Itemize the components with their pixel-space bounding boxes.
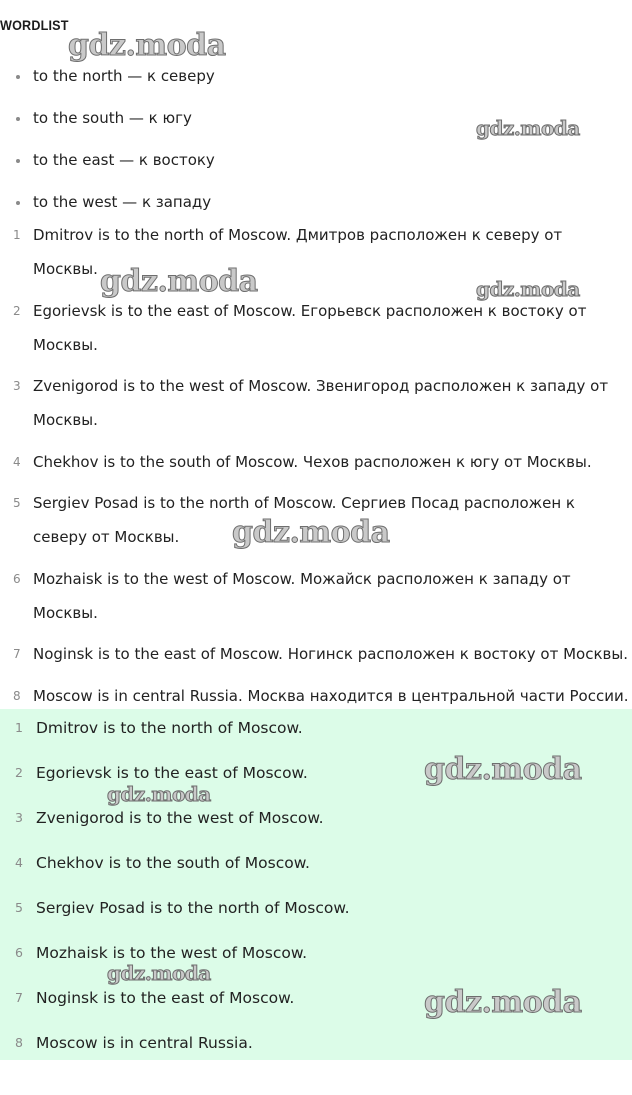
- example-text: Chekhov is to the south of Moscow. Чехов расположен к югу от Москвы.: [33, 452, 592, 471]
- watermark: gdz.moda: [476, 277, 580, 301]
- item-number: 6: [15, 945, 23, 960]
- bullet-icon: [16, 201, 20, 205]
- answer-text: Dmitrov is to the north of Moscow.: [36, 719, 303, 737]
- example-item: [0, 637, 632, 671]
- item-number: 7: [15, 990, 23, 1005]
- item-number: 4: [15, 855, 23, 870]
- answer-text: Egorievsk is to the east of Moscow.: [36, 764, 308, 782]
- answer-item: [0, 709, 632, 754]
- example-text: Dmitrov is to the north of Moscow. Дмитров расположен к северу от Москвы.: [33, 226, 563, 278]
- item-number: 8: [13, 688, 21, 703]
- example-item: [0, 218, 632, 286]
- answer-text: Sergiev Posad is to the north of Moscow.: [36, 899, 350, 917]
- watermark: gdz.moda: [232, 515, 390, 550]
- item-number: 6: [13, 571, 21, 586]
- item-number: 2: [13, 303, 21, 318]
- item-number: 3: [13, 379, 21, 393]
- wordlist-item-text: to the north — к северу: [33, 67, 215, 85]
- bullet-icon: [16, 159, 20, 163]
- answer-item: [0, 889, 632, 934]
- answer-text: Noginsk is to the east of Moscow.: [36, 989, 295, 1007]
- answer-item: [0, 799, 632, 844]
- example-item: [0, 369, 632, 437]
- example-item: [0, 679, 632, 713]
- item-number: 8: [15, 1035, 23, 1050]
- answer-text: Chekhov is to the south of Moscow.: [36, 854, 310, 872]
- item-number: 5: [13, 496, 21, 510]
- wordlist-item: [0, 60, 632, 102]
- bullet-icon: [16, 75, 20, 79]
- example-item: [0, 294, 632, 362]
- wordlist-heading: WORDLIST: [0, 17, 69, 33]
- example-text: Mozhaisk is to the west of Moscow. Можайск расположен к западу от Москвы.: [33, 569, 571, 622]
- answer-item: [0, 934, 632, 979]
- item-number: 4: [13, 454, 21, 469]
- answer-text: Mozhaisk is to the west of Moscow.: [36, 944, 308, 962]
- watermark: gdz.moda: [100, 264, 258, 299]
- example-text: Sergiev Posad is to the north of Moscow. Сергиев Посад расположен к северу от Москвы.: [33, 494, 575, 546]
- wordlist-item: [0, 144, 632, 186]
- example-text: Noginsk is to the east of Moscow. Ногинск расположен к востоку от Москвы.: [33, 645, 628, 663]
- watermark: gdz.moda: [107, 961, 211, 985]
- watermark: gdz.moda: [107, 782, 211, 806]
- item-number: 1: [15, 720, 23, 735]
- answer-text: Moscow is in central Russia.: [36, 1034, 253, 1052]
- example-text: Egorievsk is to the east of Moscow. Егорьевск расположен к востоку от Москвы.: [33, 301, 587, 354]
- answer-text: Zvenigorod is to the west of Moscow.: [36, 809, 324, 827]
- watermark: gdz.moda: [68, 28, 226, 63]
- item-number: 2: [15, 765, 23, 780]
- example-item: [0, 562, 632, 630]
- watermark: gdz.moda: [424, 985, 582, 1020]
- item-number: 7: [13, 647, 21, 661]
- wordlist-item-text: to the south — к югу: [33, 109, 192, 127]
- example-item: [0, 445, 632, 479]
- example-text: Zvenigorod is to the west of Moscow. Звенигород расположен к западу от Москвы.: [33, 377, 609, 429]
- item-number: 1: [13, 228, 21, 242]
- bullet-icon: [16, 117, 20, 121]
- wordlist-item-text: to the east — к востоку: [33, 151, 215, 169]
- item-number: 3: [15, 810, 23, 825]
- wordlist: [0, 60, 632, 228]
- answer-item: [0, 1024, 632, 1069]
- answer-item: [0, 844, 632, 889]
- wordlist-item-text: to the west — к западу: [33, 193, 212, 211]
- watermark: gdz.moda: [424, 752, 582, 787]
- item-number: 5: [15, 900, 23, 915]
- example-text: Moscow is in central Russia. Москва находится в центральной части России.: [33, 686, 629, 705]
- watermark: gdz.moda: [476, 116, 580, 140]
